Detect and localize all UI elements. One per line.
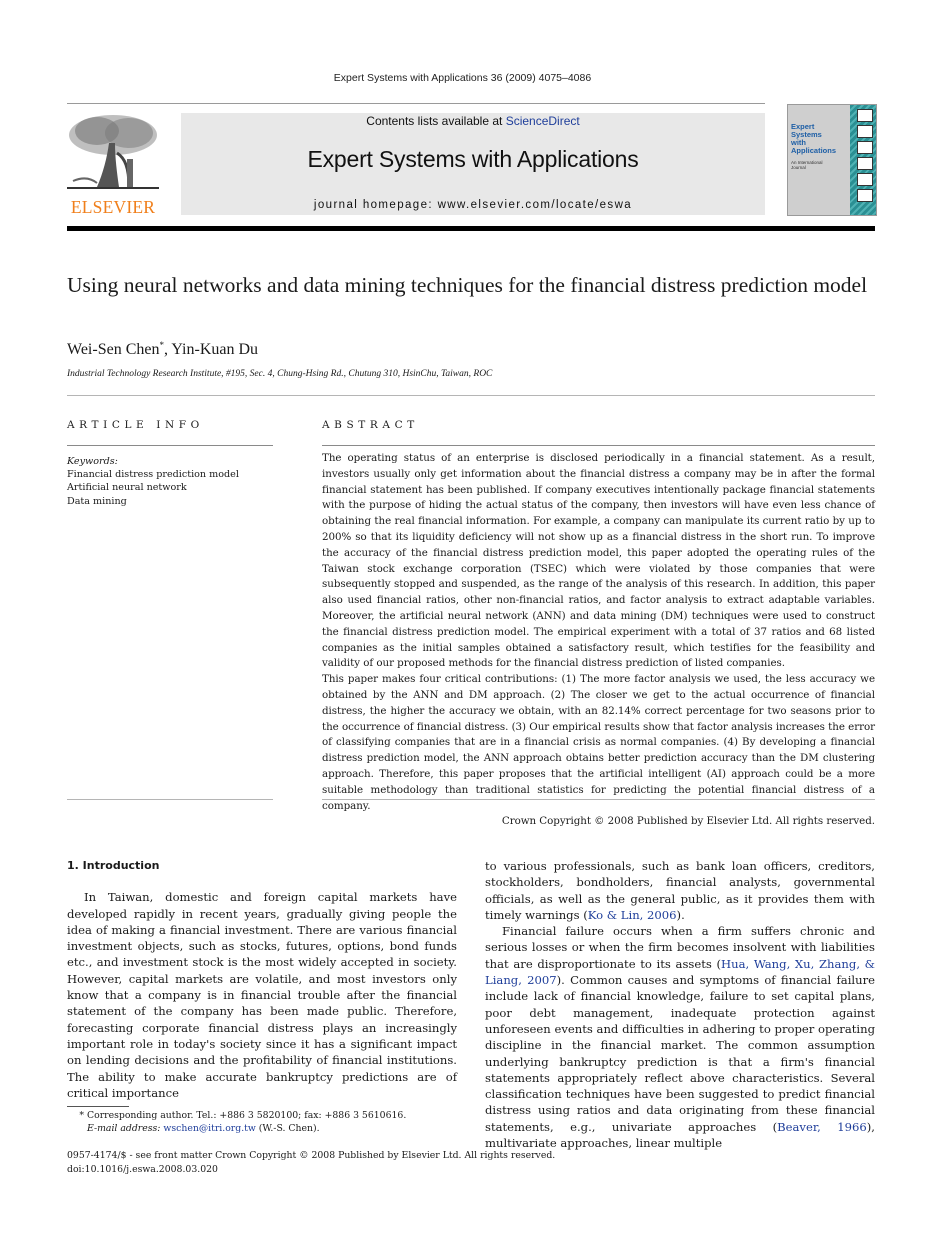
header-rule [67, 103, 765, 104]
elsevier-wordmark: ELSEVIER [70, 197, 156, 217]
citation-link[interactable]: Beaver, 1966 [777, 1119, 867, 1134]
abstract-rule [322, 445, 875, 446]
cover-globe-icon [857, 125, 873, 138]
article-info-rule [67, 445, 273, 446]
issn-line: 0957-4174/$ - see front matter Crown Copyright © 2008 Published by Elsevier Ltd. All rights reserved. [67, 1150, 556, 1161]
journal-homepage[interactable]: journal homepage: www.elsevier.com/locate/eswa [313, 199, 633, 211]
cover-scales-icon [857, 157, 873, 170]
cover-brain-icon [857, 189, 873, 202]
contents-prefix: Contents lists available at [366, 114, 506, 128]
cover-title: Expert Systems with Applications [791, 122, 837, 155]
abstract-heading: ABSTRACT [322, 419, 419, 431]
author-name[interactable]: Yin-Kuan Du [171, 341, 259, 358]
abstract-copyright: Crown Copyright © 2008 Published by Elsevier Ltd. All rights reserved. [501, 815, 875, 828]
body-paragraph: to various professionals, such as bank loan officers, creditors, stockholders, bondholders, financial analysts, governmental officials, as well as the general public, as it provides them with timely warnings (Ko & Lin, 2006). [485, 859, 875, 922]
article-info-bottom-rule [67, 799, 273, 800]
footnote-mark: * [79, 1110, 84, 1121]
elsevier-logo [67, 113, 159, 215]
journal-title: Expert Systems with Applications [307, 146, 639, 172]
affiliation: Industrial Technology Research Institute, #195, Sec. 4, Chung-Hsing Rd., Chutung 310, HsinChu, Taiwan, ROC [67, 369, 493, 379]
footnote-rule [67, 1106, 129, 1107]
body-paragraph: Financial failure occurs when a firm suffers chronic and serious losses or when the firm becomes insolvent with liabilities that are disproportionate to its assets (Hua, Wang, Xu, Zhang, & Liang, 2007). Common causes and symptoms of financial failure include lack of financial knowledge, failure to set capital plans, poor debt management, inadequate protection against unforeseen events and difficulties in adhering to proper operating discipline in the financial market. The common assumption underlying bankruptcy prediction is that a firm's financial statements appropriately reflect above characteristics. Several classification techniques have been suggested to predict financial distress using ratios and data originating from these financial statements, e.g., univariate approaches (Beaver, 1966), multivariate approaches, linear multiple [485, 924, 875, 1151]
abstract-body [322, 451, 875, 830]
running-head: Expert Systems with Applications 36 (2009) 4075–4086 [333, 72, 592, 84]
cover-bar-chart-icon [857, 141, 873, 154]
body-paragraph: In Taiwan, domestic and foreign capital markets have developed rapidly in recent years, gradually giving people the idea of making a financial investment. There are various financial investment objects, such as stocks, futures, options, bond funds etc., and investment stock is the most widely accepted in society. However, capital markets are volatile, and most investors only know that a company is in financial trouble after the financial statement of the company has been made public. Therefore, forecasting corporate financial distress plays an increasingly important role in today's society since it has a significant impact on lending decisions and the profitability of financial institutions. The ability to make accurate bankruptcy predictions are of critical importance [67, 890, 457, 1100]
author-separator: , [163, 341, 172, 358]
footnote [67, 1109, 467, 1136]
keywords-block [67, 455, 273, 508]
citation-link[interactable]: Hua, Wang, Xu, Zhang, & Liang, 2007 [485, 956, 875, 988]
footnote-corresponding: * Corresponding author. Tel.: +886 3 5820100; fax: +886 3 5610616. [67, 1109, 467, 1122]
doi[interactable]: doi:10.1016/j.eswa.2008.03.020 [67, 1163, 218, 1175]
keywords-label: Keywords: [67, 456, 118, 467]
author-list [67, 340, 258, 359]
cover-microscope-icon [857, 173, 873, 186]
keyword-item: Data mining [67, 495, 127, 507]
front-matter [67, 1149, 667, 1176]
title-separator-rule [67, 395, 875, 396]
masthead-thick-rule [67, 226, 875, 231]
journal-banner [181, 113, 765, 215]
footnote-email: E-mail address: wschen@itri.org.tw (W.-S. Chen). [87, 1123, 320, 1135]
article-info-heading: ARTICLE INFO [67, 419, 204, 431]
body-column-left [67, 858, 457, 1101]
elsevier-tree-icon [67, 113, 159, 193]
sciencedirect-link[interactable]: ScienceDirect [505, 114, 580, 128]
author-name[interactable]: Wei-Sen Chen [67, 341, 160, 358]
article-title: Using neural networks and data mining techniques for the financial distress prediction model [67, 273, 868, 297]
email-label: E-mail address: [87, 1123, 161, 1135]
contents-line [181, 114, 765, 128]
cover-steering-icon [857, 109, 873, 122]
abstract-bottom-rule [322, 799, 875, 800]
abstract-paragraph: This paper makes four critical contributions: (1) The more factor analysis we used, the less accuracy we obtained by the ANN and DM approach. (2) The closer we get to the actual occurrence of financial distress, the higher the accuracy we obtain, with an 82.14% correct percentage for two seasons prior to the occurrence of financial distress. (3) Our empirical results show that factor analysis increases the error of classifying companies that are in a financial crisis as normal companies. (4) By developing a financial distress prediction model, the ANN approach obtains better prediction accuracy than the DM clustering approach. Therefore, this paper proposes that the artificial intelligent (AI) approach could be a more suitable methodology than traditional statistics for predicting the potential financial distress of a company. [322, 673, 875, 812]
keyword-item: Artificial neural network [67, 482, 187, 494]
section-heading-introduction: 1. Introduction [67, 859, 160, 872]
body-column-right [485, 858, 875, 1151]
cover-subtitle: An International Journal [791, 160, 823, 170]
citation-link[interactable]: Ko & Lin, 2006 [587, 907, 677, 922]
journal-cover [787, 104, 877, 216]
abstract-paragraph: The operating status of an enterprise is disclosed periodically in a financial statement. As a result, investors usually only get information about the financial distress a company may be in after the formal financial statement has been published. If company executives intentionally package financial statements with the purpose of hiding the actual status of the company, then investors will have even less chance of obtaining the real financial information. For example, a company can manipulate its current ratio by up to 200% so that its liquidity deficiency will not show up as a financial distress in the short run. To improve the accuracy of the financial distress prediction model, this paper adopted the operating rules of the Taiwan stock exchange corporation (TSEC) which were violated by those companies that were subsequently stopped and suspended, as the range of the analysis of this research. In addition, this paper also used financial ratios, other non-financial ratios, and factor analysis to extract adaptable variables. Moreover, the artificial neural network (ANN) and data mining (DM) techniques were used to construct the financial distress prediction model. The empirical experiment with a total of 37 ratios and 68 listed companies as the initial samples obtained a satisfactory result, which testifies for the feasibility and validity of our proposed methods for the financial distress prediction of listed companies. [322, 452, 875, 670]
email-link[interactable]: wschen@itri.org.tw [163, 1123, 256, 1135]
corresponding-author-mark[interactable]: * [159, 340, 164, 350]
keyword-item: Financial distress prediction model [67, 469, 239, 481]
